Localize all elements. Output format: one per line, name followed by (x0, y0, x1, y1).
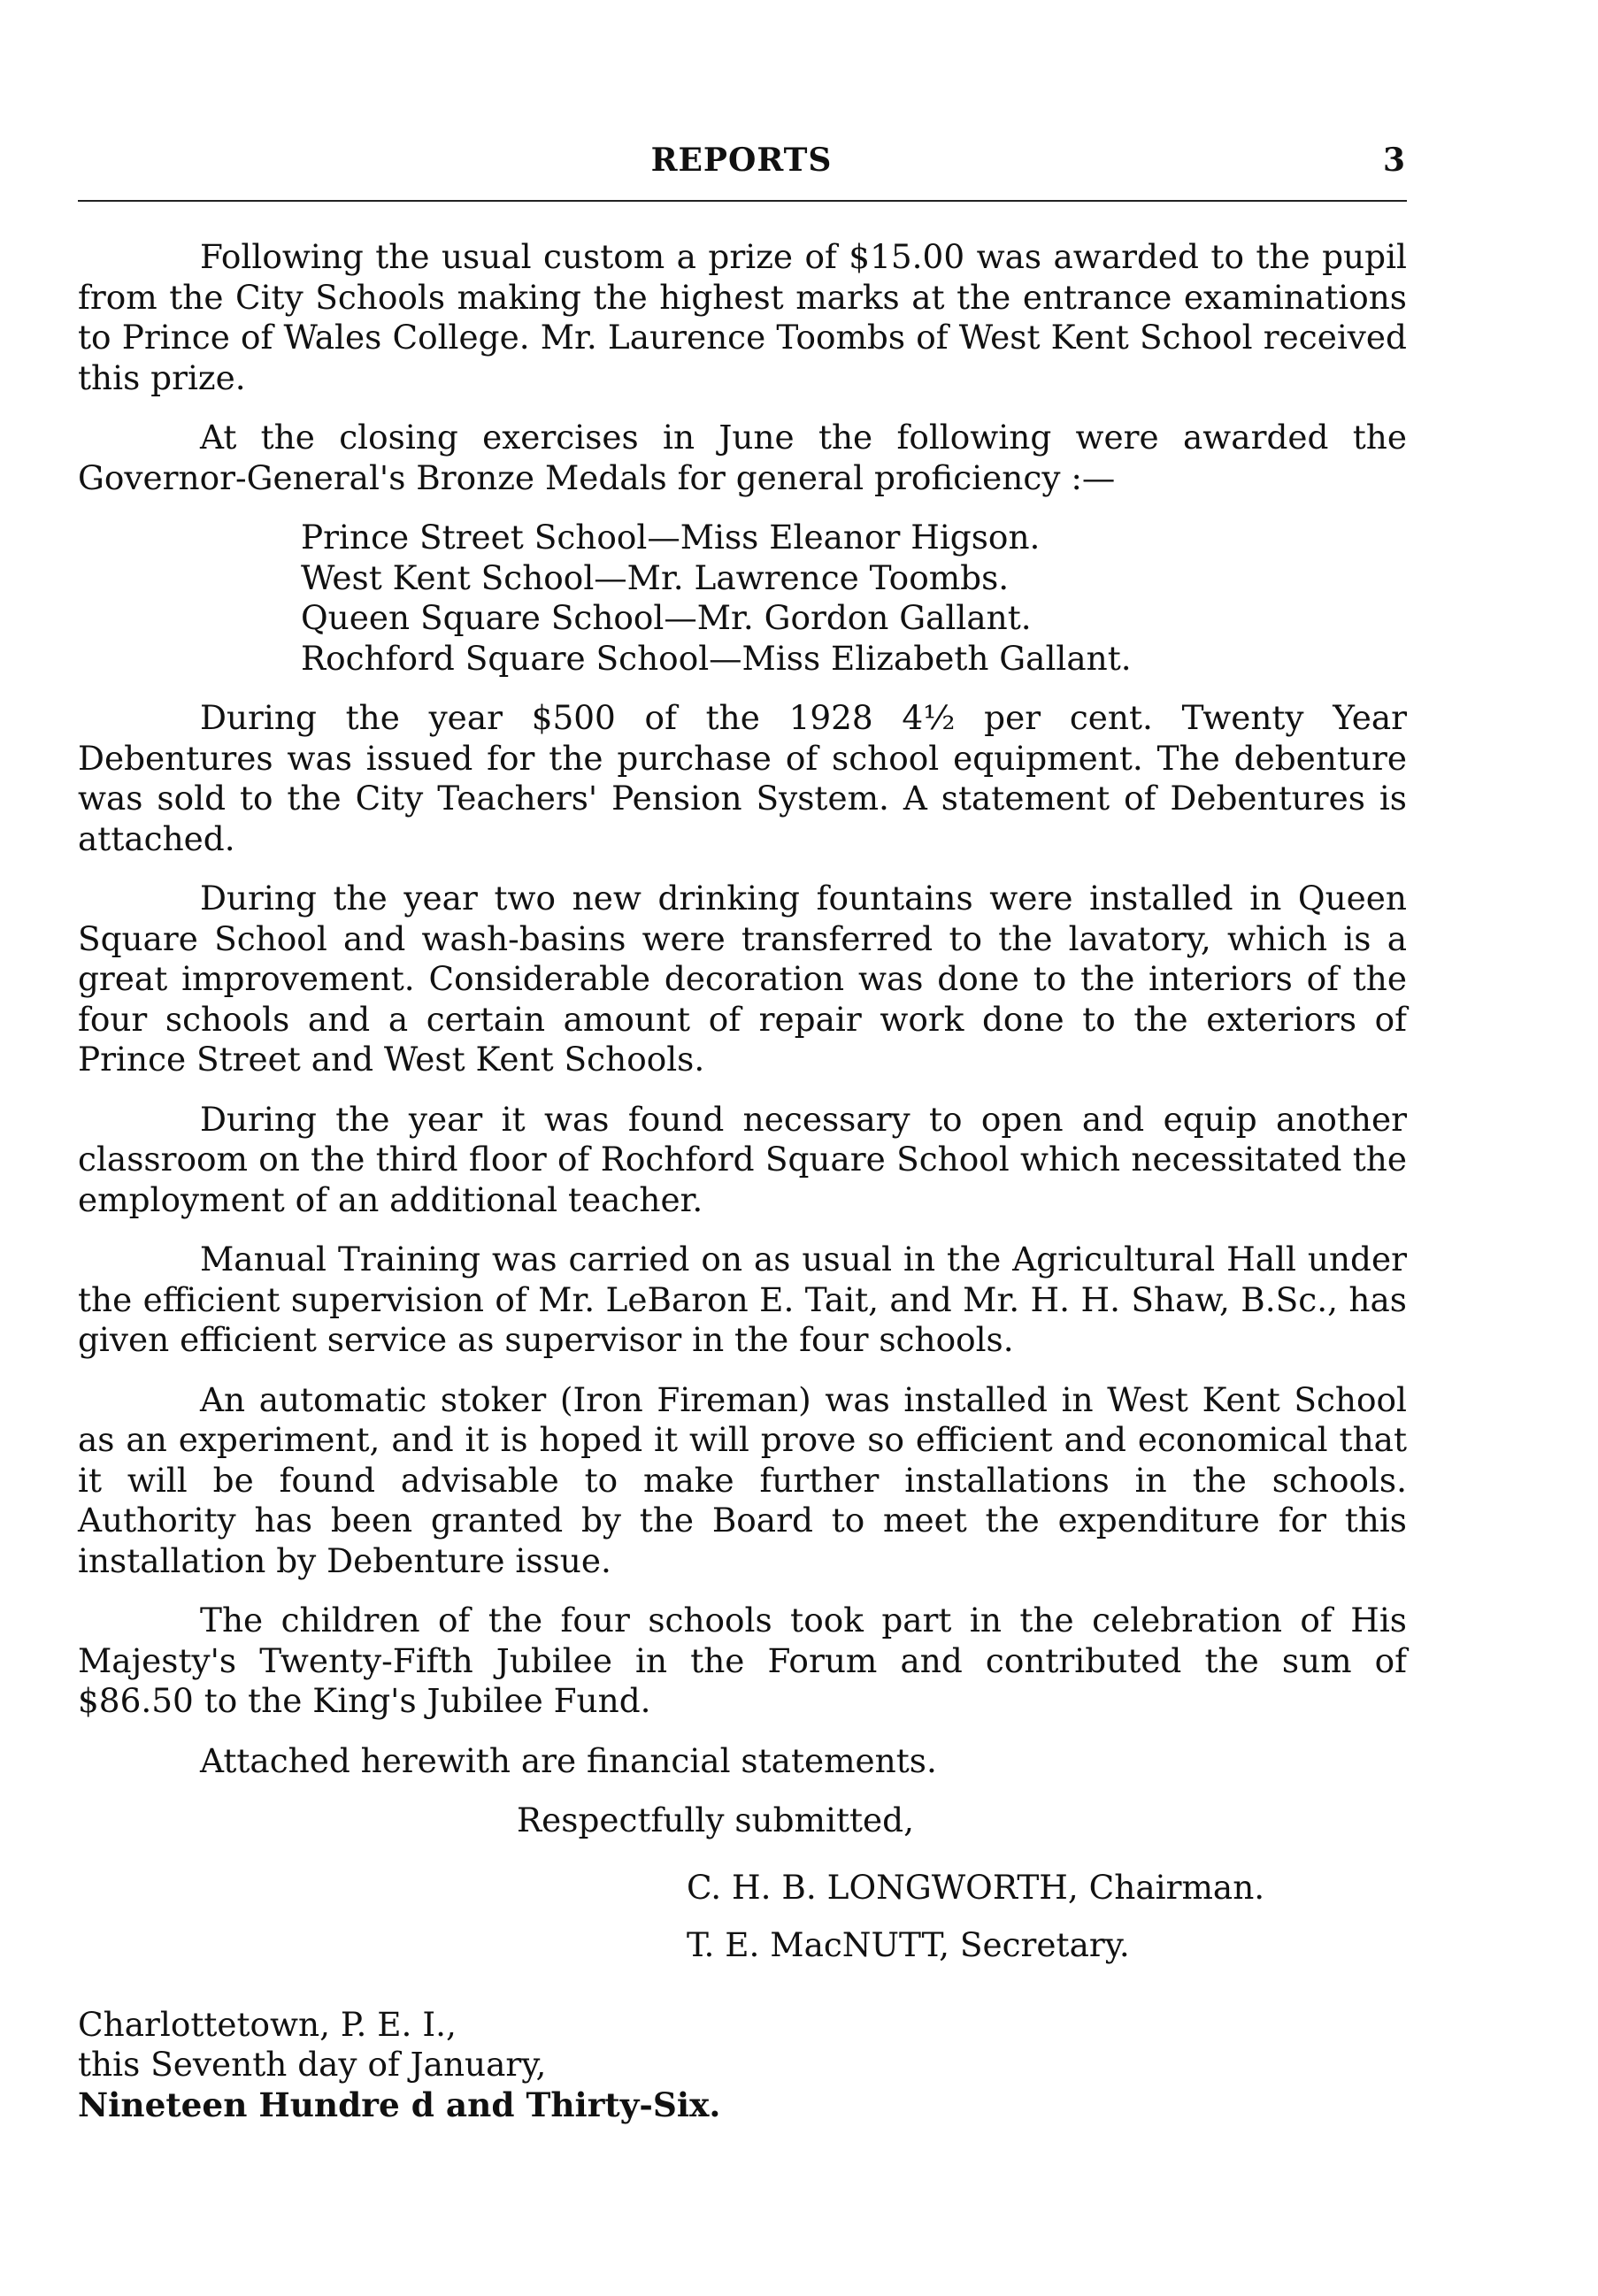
paragraph-jubilee: The children of the four schools took part in the celebration of His Majesty's Twenty-Fifth Jubilee in the Forum and contributed the sum of $86.50 to the King's Jubilee Fund. (78, 1601, 1407, 1720)
medal-item-prince-street: Prince Street School—Miss Eleanor Higson. (301, 518, 1041, 557)
signature-secretary: T. E. MacNUTT, Secretary. (687, 1925, 1130, 1964)
signature-chairman: C. H. B. LONGWORTH, Chairman. (687, 1867, 1265, 1907)
paragraph-fountains: During the year two new drinking fountains were installed in Queen Square School and wash-basins were transferred to the lavatory, which is a great improvement. Considerable decoration was done to the interiors of the four schools and a certain amount of repair work done to the exteriors of Prince Street and West Kent Schools. (78, 879, 1407, 1079)
medal-item-queen-square: Queen Square School—Mr. Gordon Gallant. (301, 598, 1032, 637)
paragraph-attached: Attached herewith are financial statements. (200, 1740, 937, 1780)
report-body (78, 237, 1407, 2125)
paragraph-classroom: During the year it was found necessary to open and equip another classroom on the third floor of Rochford Square School which necessitated the employment of an additional teacher. (78, 1099, 1407, 1219)
header-title: REPORTS (650, 142, 833, 179)
medal-item-west-kent: West Kent School—Mr. Lawrence Toombs. (301, 557, 1010, 597)
year-line: Nineteen Hundre d and Thirty-Six. (78, 2085, 721, 2124)
respectfully-submitted: Respectfully submitted, (517, 1801, 914, 1839)
place-and-date (78, 2005, 1407, 2126)
page-number: 3 (1382, 142, 1405, 179)
paragraph-medals-intro: At the closing exercises in June the following were awarded the Governor-General's Bronze Medals for general proficiency :— (78, 418, 1407, 497)
paragraph-debentures: During the year $500 of the 1928 4½ per cent. Twenty Year Debentures was issued for the purchase of school equipment. The debenture was sold to the City Teachers' Pension System. A statement of Debentures is attached. (78, 698, 1407, 858)
paragraph-prize: Following the usual custom a prize of $15.00 was awarded to the pupil from the City Schools making the highest marks at the entrance examinations to Prince of Wales College. Mr. Laurence Toombs of West Kent School received this prize. (78, 237, 1407, 397)
paragraph-stoker: An automatic stoker (Iron Fireman) was installed in West Kent School as an experiment, and it is hoped it will prove so efficient and economical that it will be found advisable to make further installations in the schools. Authority has been granted by the Board to meet the expenditure for this installation by Debenture issue. (78, 1379, 1407, 1580)
medal-item-rochford-square: Rochford Square School—Miss Elizabeth Gallant. (301, 638, 1132, 678)
running-header (78, 142, 1405, 195)
date-line: this Seventh day of January, (78, 2045, 547, 2084)
medal-list (301, 518, 1407, 679)
place-line: Charlottetown, P. E. I., (78, 2004, 457, 2044)
paragraph-manual-training: Manual Training was carried on as usual in the Agricultural Hall under the efficient supervision of Mr. LeBaron E. Tait, and Mr. H. H. Shaw, B.Sc., has given efficient service as supervisor in the four schools. (78, 1240, 1407, 1359)
header-rule (78, 200, 1407, 202)
